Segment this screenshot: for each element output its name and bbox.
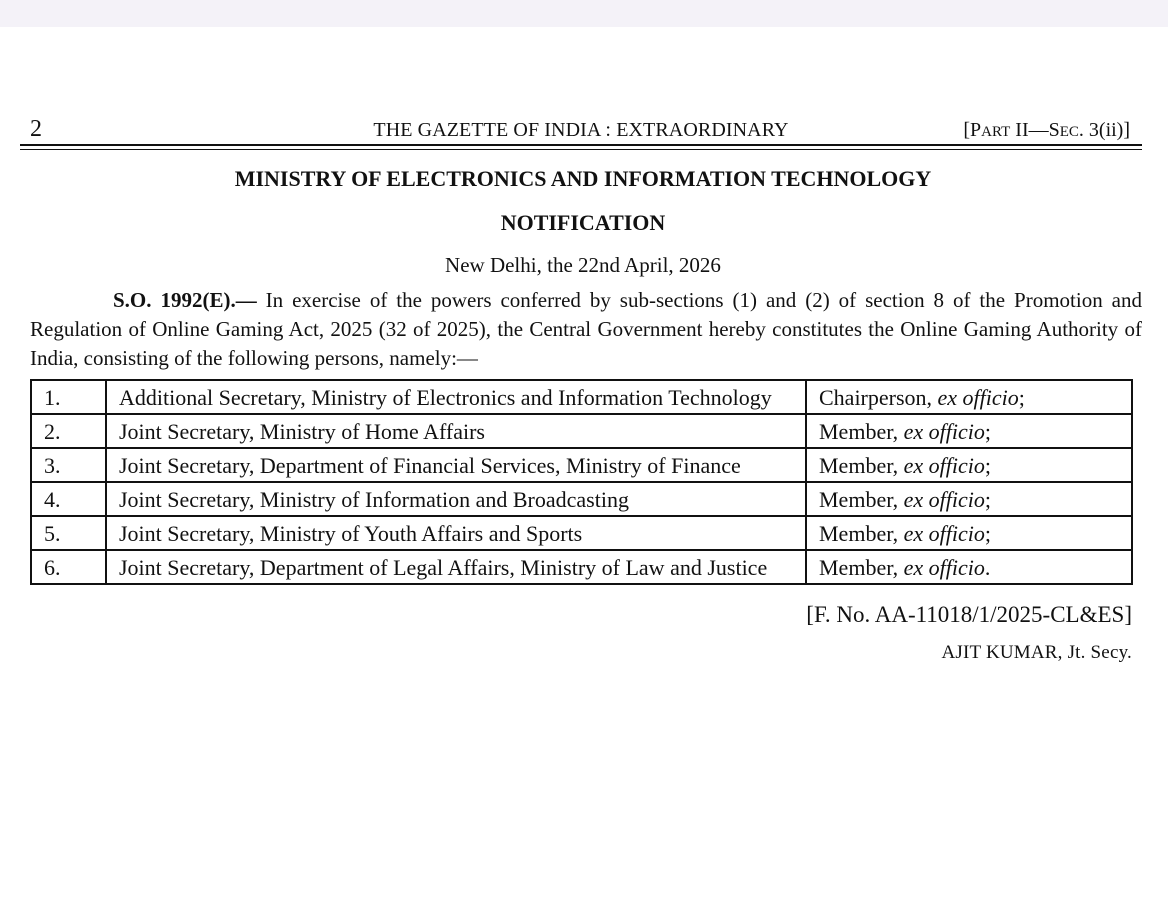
member-role: Member, ex officio;	[806, 448, 1132, 482]
gazette-page	[20, 110, 1142, 664]
gazette-title: THE GAZETTE OF INDIA : EXTRAORDINARY	[373, 119, 789, 141]
page-number: 2	[30, 116, 42, 142]
page-header	[20, 110, 1142, 142]
header-rule-thick	[20, 144, 1142, 146]
file-number: [F. No. AA-11018/1/2025-CL&ES]	[806, 602, 1132, 627]
row-number: 6.	[31, 550, 106, 584]
member-role: Member, ex officio.	[806, 550, 1132, 584]
signatory: AJIT KUMAR, Jt. Secy.	[941, 642, 1132, 663]
order-number: S.O. 1992(E).—	[113, 288, 257, 312]
header-rule-thin	[20, 149, 1142, 150]
members-table	[30, 379, 1133, 585]
order-text: In exercise of the powers conferred by sub-sections (1) and (2) of section 8 of the Promotion and Regulation of Online Gaming Act, 2025 (32 of 2025), the Central Government hereby constitutes the Online Gaming Authority of India, consisting of the following persons, namely:—	[30, 288, 1142, 370]
row-number: 5.	[31, 516, 106, 550]
table-row	[31, 482, 1132, 516]
row-number: 3.	[31, 448, 106, 482]
table-row	[31, 380, 1132, 414]
row-number: 1.	[31, 380, 106, 414]
member-role: Member, ex officio;	[806, 414, 1132, 448]
member-designation: Joint Secretary, Department of Financial Services, Ministry of Finance	[106, 448, 806, 482]
member-designation: Joint Secretary, Department of Legal Affairs, Ministry of Law and Justice	[106, 550, 806, 584]
member-role: Member, ex officio;	[806, 482, 1132, 516]
row-number: 2.	[31, 414, 106, 448]
table-row	[31, 550, 1132, 584]
table-row	[31, 448, 1132, 482]
part-section-label: [PART II—SEC. 3(ii)]	[963, 119, 1130, 141]
member-designation: Additional Secretary, Ministry of Electronics and Information Technology	[106, 380, 806, 414]
ministry-heading: MINISTRY OF ELECTRONICS AND INFORMATION TECHNOLOGY	[234, 166, 932, 191]
row-number: 4.	[31, 482, 106, 516]
notification-heading: NOTIFICATION	[500, 210, 666, 235]
table-row	[31, 414, 1132, 448]
top-band	[0, 0, 1168, 27]
member-designation: Joint Secretary, Ministry of Youth Affairs and Sports	[106, 516, 806, 550]
member-designation: Joint Secretary, Ministry of Home Affairs	[106, 414, 806, 448]
order-paragraph	[20, 286, 1142, 373]
member-designation: Joint Secretary, Ministry of Information and Broadcasting	[106, 482, 806, 516]
member-role: Chairperson, ex officio;	[806, 380, 1132, 414]
dateline: New Delhi, the 22nd April, 2026	[445, 253, 721, 277]
member-role: Member, ex officio;	[806, 516, 1132, 550]
table-row	[31, 516, 1132, 550]
